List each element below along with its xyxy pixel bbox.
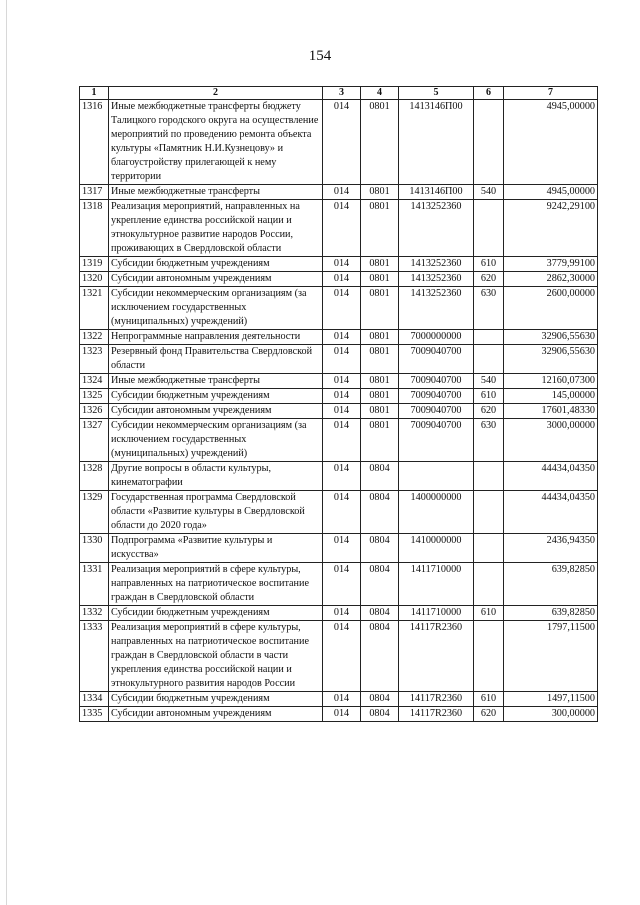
ministry-code: 014 <box>323 707 361 722</box>
target-code: 14117R2360 <box>399 707 474 722</box>
section-code: 0801 <box>361 374 399 389</box>
row-name: Субсидии бюджетным учреждениям <box>109 389 323 404</box>
target-code: 1410000000 <box>399 534 474 563</box>
col-header-4: 4 <box>361 87 399 100</box>
scan-edge-line <box>6 0 7 905</box>
expense-type: 610 <box>474 389 504 404</box>
target-code: 1411710000 <box>399 606 474 621</box>
col-header-2: 2 <box>109 87 323 100</box>
ministry-code: 014 <box>323 100 361 185</box>
ministry-code: 014 <box>323 345 361 374</box>
section-code: 0801 <box>361 272 399 287</box>
section-code: 0804 <box>361 462 399 491</box>
table-row <box>80 100 598 185</box>
target-code: 7000000000 <box>399 330 474 345</box>
table-row <box>80 272 598 287</box>
col-header-1: 1 <box>80 87 109 100</box>
ministry-code: 014 <box>323 419 361 462</box>
expense-type <box>474 345 504 374</box>
row-name: Другие вопросы в области культуры, кинематографии <box>109 462 323 491</box>
row-number: 1329 <box>80 491 109 534</box>
ministry-code: 014 <box>323 534 361 563</box>
row-number: 1326 <box>80 404 109 419</box>
target-code: 1413146П00 <box>399 185 474 200</box>
row-number: 1332 <box>80 606 109 621</box>
row-name: Реализация мероприятий, направленных на укрепление единства российской нации и этнокультурное развитие народов России, проживающих в Свердловской области <box>109 200 323 257</box>
table-row <box>80 257 598 272</box>
table-row <box>80 185 598 200</box>
target-code: 1413252360 <box>399 287 474 330</box>
ministry-code: 014 <box>323 374 361 389</box>
table-row <box>80 389 598 404</box>
amount: 4945,00000 <box>504 185 598 200</box>
row-name: Иные межбюджетные трансферты бюджету Талицкого городского округа на осуществление мероприятий по проведению ремонта объекта культуры «Памятник Н.И.Кузнецову» и благоустройству прилегающей к нему территории <box>109 100 323 185</box>
row-number: 1335 <box>80 707 109 722</box>
section-code: 0804 <box>361 563 399 606</box>
section-code: 0801 <box>361 100 399 185</box>
row-number: 1316 <box>80 100 109 185</box>
target-code: 1411710000 <box>399 563 474 606</box>
table-row <box>80 374 598 389</box>
ministry-code: 014 <box>323 606 361 621</box>
table-row <box>80 287 598 330</box>
target-code: 7009040700 <box>399 404 474 419</box>
table-row <box>80 330 598 345</box>
expense-type <box>474 491 504 534</box>
section-code: 0804 <box>361 621 399 692</box>
table-row <box>80 462 598 491</box>
col-header-5: 5 <box>399 87 474 100</box>
row-number: 1334 <box>80 692 109 707</box>
section-code: 0801 <box>361 200 399 257</box>
table-row <box>80 419 598 462</box>
row-name: Субсидии автономным учреждениям <box>109 404 323 419</box>
expense-type: 620 <box>474 707 504 722</box>
amount: 639,82850 <box>504 606 598 621</box>
section-code: 0804 <box>361 707 399 722</box>
target-code: 1413252360 <box>399 257 474 272</box>
row-number: 1331 <box>80 563 109 606</box>
row-name: Реализация мероприятий в сфере культуры, направленных на патриотическое воспитание граждан в Свердловской области в части укрепления единства российской нации и этнокультурного развития народов России <box>109 621 323 692</box>
expense-type <box>474 563 504 606</box>
expense-type <box>474 462 504 491</box>
ministry-code: 014 <box>323 185 361 200</box>
amount: 2862,30000 <box>504 272 598 287</box>
table-row <box>80 404 598 419</box>
row-number: 1333 <box>80 621 109 692</box>
amount: 32906,55630 <box>504 330 598 345</box>
row-number: 1324 <box>80 374 109 389</box>
row-name: Иные межбюджетные трансферты <box>109 374 323 389</box>
col-header-7: 7 <box>504 87 598 100</box>
section-code: 0801 <box>361 330 399 345</box>
expense-type <box>474 621 504 692</box>
row-name: Непрограммные направления деятельности <box>109 330 323 345</box>
table-row <box>80 534 598 563</box>
ministry-code: 014 <box>323 389 361 404</box>
target-code: 14117R2360 <box>399 692 474 707</box>
row-number: 1328 <box>80 462 109 491</box>
expense-type: 610 <box>474 606 504 621</box>
row-name: Субсидии бюджетным учреждениям <box>109 606 323 621</box>
target-code: 7009040700 <box>399 389 474 404</box>
row-name: Субсидии бюджетным учреждениям <box>109 257 323 272</box>
ministry-code: 014 <box>323 692 361 707</box>
section-code: 0801 <box>361 389 399 404</box>
section-code: 0801 <box>361 185 399 200</box>
row-name: Субсидии некоммерческим организациям (за исключением государственных (муниципальных) учреждений) <box>109 419 323 462</box>
amount: 145,00000 <box>504 389 598 404</box>
amount: 4945,00000 <box>504 100 598 185</box>
ministry-code: 014 <box>323 621 361 692</box>
row-number: 1320 <box>80 272 109 287</box>
row-number: 1330 <box>80 534 109 563</box>
row-number: 1323 <box>80 345 109 374</box>
row-number: 1317 <box>80 185 109 200</box>
amount: 32906,55630 <box>504 345 598 374</box>
amount: 300,00000 <box>504 707 598 722</box>
section-code: 0804 <box>361 606 399 621</box>
table-row <box>80 491 598 534</box>
expense-type <box>474 534 504 563</box>
ministry-code: 014 <box>323 404 361 419</box>
section-code: 0801 <box>361 419 399 462</box>
target-code: 14117R2360 <box>399 621 474 692</box>
col-header-3: 3 <box>323 87 361 100</box>
table-row <box>80 563 598 606</box>
section-code: 0804 <box>361 692 399 707</box>
amount: 2436,94350 <box>504 534 598 563</box>
row-name: Резервный фонд Правительства Свердловской области <box>109 345 323 374</box>
target-code: 7009040700 <box>399 345 474 374</box>
amount: 9242,29100 <box>504 200 598 257</box>
ministry-code: 014 <box>323 272 361 287</box>
table-row <box>80 606 598 621</box>
ministry-code: 014 <box>323 257 361 272</box>
row-name: Подпрограмма «Развитие культуры и искусства» <box>109 534 323 563</box>
amount: 639,82850 <box>504 563 598 606</box>
target-code: 7009040700 <box>399 419 474 462</box>
expense-type: 610 <box>474 692 504 707</box>
table-row <box>80 345 598 374</box>
table-row <box>80 692 598 707</box>
target-code: 7009040700 <box>399 374 474 389</box>
ministry-code: 014 <box>323 287 361 330</box>
page-number: 154 <box>308 48 332 64</box>
row-number: 1322 <box>80 330 109 345</box>
table-row <box>80 707 598 722</box>
expense-type: 620 <box>474 404 504 419</box>
ministry-code: 014 <box>323 563 361 606</box>
section-code: 0801 <box>361 287 399 330</box>
expense-type <box>474 330 504 345</box>
section-code: 0801 <box>361 257 399 272</box>
section-code: 0804 <box>361 491 399 534</box>
amount: 44434,04350 <box>504 462 598 491</box>
row-name: Субсидии некоммерческим организациям (за исключением государственных (муниципальных) учреждений) <box>109 287 323 330</box>
expense-type: 630 <box>474 287 504 330</box>
table-row <box>80 200 598 257</box>
ministry-code: 014 <box>323 330 361 345</box>
row-name: Государственная программа Свердловской области «Развитие культуры в Свердловской области до 2020 года» <box>109 491 323 534</box>
target-code: 1413252360 <box>399 200 474 257</box>
expense-type: 540 <box>474 185 504 200</box>
target-code <box>399 462 474 491</box>
expense-type <box>474 100 504 185</box>
amount: 2600,00000 <box>504 287 598 330</box>
section-code: 0801 <box>361 404 399 419</box>
ministry-code: 014 <box>323 200 361 257</box>
expense-type: 610 <box>474 257 504 272</box>
amount: 3000,00000 <box>504 419 598 462</box>
amount: 12160,07300 <box>504 374 598 389</box>
ministry-code: 014 <box>323 462 361 491</box>
amount: 44434,04350 <box>504 491 598 534</box>
budget-table <box>79 86 598 722</box>
target-code: 1400000000 <box>399 491 474 534</box>
amount: 3779,99100 <box>504 257 598 272</box>
row-name: Субсидии автономным учреждениям <box>109 707 323 722</box>
target-code: 1413146П00 <box>399 100 474 185</box>
row-number: 1325 <box>80 389 109 404</box>
expense-type: 540 <box>474 374 504 389</box>
row-name: Субсидии автономным учреждениям <box>109 272 323 287</box>
row-number: 1327 <box>80 419 109 462</box>
row-number: 1321 <box>80 287 109 330</box>
expense-type: 620 <box>474 272 504 287</box>
ministry-code: 014 <box>323 491 361 534</box>
amount: 1797,11500 <box>504 621 598 692</box>
row-number: 1318 <box>80 200 109 257</box>
header-row <box>80 87 598 100</box>
row-number: 1319 <box>80 257 109 272</box>
row-name: Субсидии бюджетным учреждениям <box>109 692 323 707</box>
amount: 1497,11500 <box>504 692 598 707</box>
target-code: 1413252360 <box>399 272 474 287</box>
amount: 17601,48330 <box>504 404 598 419</box>
table-row <box>80 621 598 692</box>
row-name: Иные межбюджетные трансферты <box>109 185 323 200</box>
expense-type <box>474 200 504 257</box>
expense-type: 630 <box>474 419 504 462</box>
section-code: 0801 <box>361 345 399 374</box>
col-header-6: 6 <box>474 87 504 100</box>
section-code: 0804 <box>361 534 399 563</box>
row-name: Реализация мероприятий в сфере культуры, направленных на патриотическое воспитание граждан в Свердловской области <box>109 563 323 606</box>
